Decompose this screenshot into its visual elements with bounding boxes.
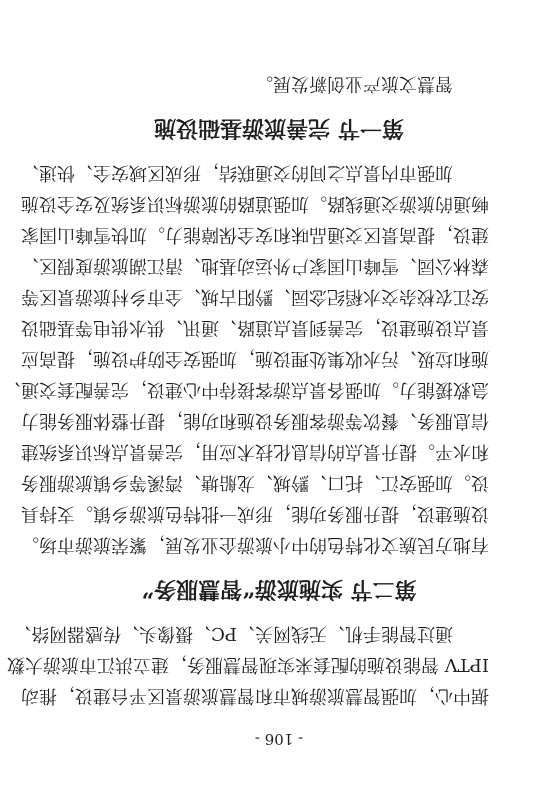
page-content bbox=[3, 68, 489, 761]
text-line: 森林公园、雪峰山国家户外运动基地、清江湖旅游度假区、 bbox=[21, 255, 489, 276]
section-smart-service-paragraph bbox=[7, 618, 489, 711]
section-infrastructure bbox=[3, 99, 489, 560]
text-line: 景点设施建设，完善到景点道路、通讯、供水供电等基础设 bbox=[21, 317, 489, 338]
page-number: - 106 - bbox=[254, 730, 304, 748]
text-line: 信息服务、餐饮等游客服务设施和功能，提升整体服务能力 bbox=[21, 410, 489, 431]
text-line: 和水平。提升景点的信息化技术应用，完善景点标识系统建 bbox=[21, 441, 489, 462]
text-line: 建设，提高景区交通品味和安全保障能力。加快雪峰山国家 bbox=[21, 224, 489, 245]
section-smart-service bbox=[7, 560, 489, 711]
section-infrastructure-paragraph bbox=[3, 157, 489, 560]
text-line: 设施建设，提升服务功能，形成一批特色旅游乡镇。支持具 bbox=[21, 503, 489, 524]
text-line: 安江农校杂交水稻纪念园、黔阳古城、全市乡村旅游景区等 bbox=[21, 286, 489, 307]
text-line: 有地方民族文化特色的中小旅游企业发展，繁荣旅游市场。 bbox=[21, 534, 489, 555]
text-line: IPTV 智能设施的配套来实现智慧服务，建立洪江市旅游大数 bbox=[7, 654, 489, 675]
text-line: 急救援能力。加强各景点游客接待中心建设，完善配套交通、 bbox=[3, 379, 489, 400]
text-line: 畅通的旅游交通线路。加强道路的旅游标识系统及安全设施 bbox=[21, 193, 489, 214]
text-line: 据中心，加强智慧旅游城市和智慧旅游景区平台建设，推动 bbox=[21, 685, 489, 706]
text-line: 施和垃圾、污水收集处理设施，加强安全防护设施，提高应 bbox=[21, 348, 489, 369]
preceding-text-line: 智慧文旅产业创新发展。 bbox=[255, 73, 453, 94]
section-title: 第一节 完善旅游基础设施 bbox=[154, 115, 404, 141]
text-line: 加强市内景点之间的交通联结，形成区域安全、快速、 bbox=[21, 162, 453, 183]
text-line: 通过智能手机、无线网关、PC、摄像头、传感器网络、 bbox=[13, 623, 453, 644]
text-line: 设。加强安江、托口、黔城、龙船塘、湾溪等乡镇旅游服务 bbox=[21, 472, 489, 493]
section-title: 第二节 实施旅游“智慧服务” bbox=[141, 576, 417, 602]
